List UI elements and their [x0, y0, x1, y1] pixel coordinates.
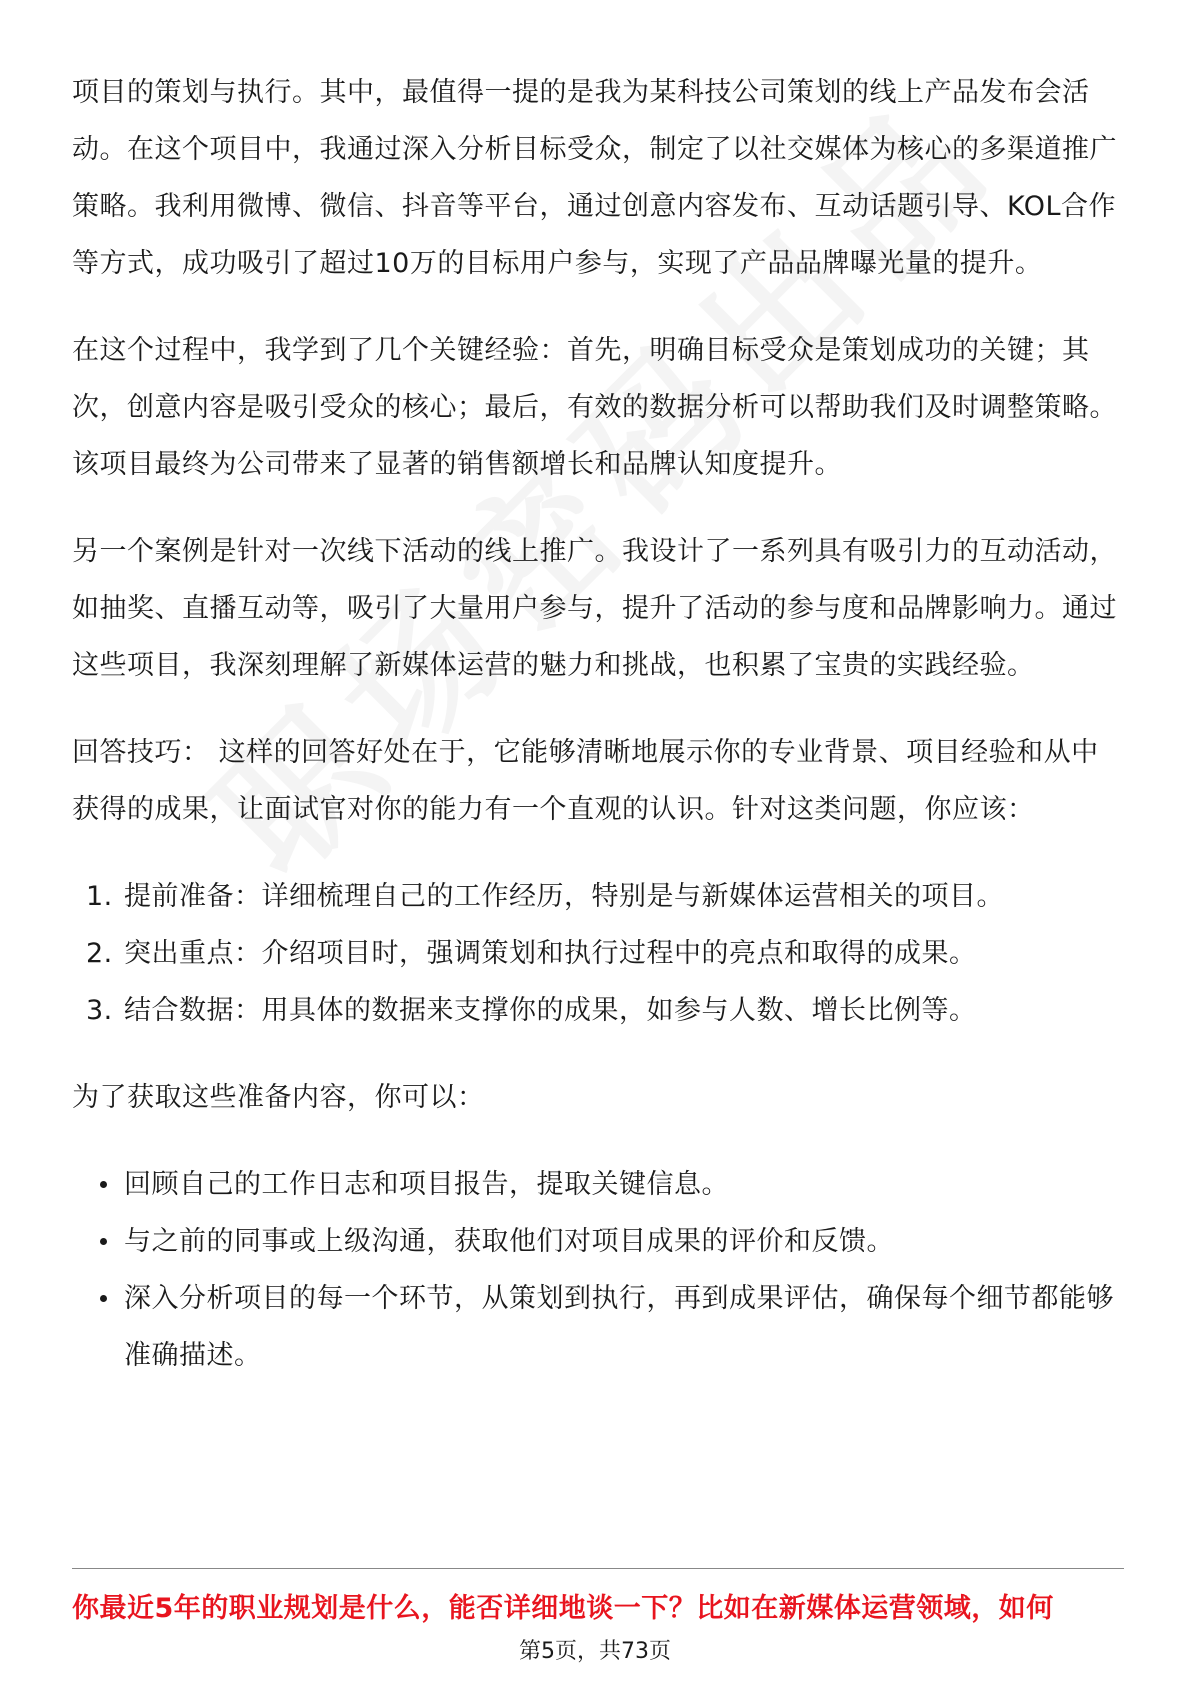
paragraph-prep-intro: 为了获取这些准备内容，你可以： — [72, 1082, 485, 1113]
list-item-text: 突出重点：介绍项目时，强调策划和执行过程中的亮点和取得的成果。 — [124, 938, 977, 969]
numbered-list — [72, 868, 1122, 1039]
list-number: 1. — [86, 881, 113, 912]
bullet-list — [72, 1156, 1122, 1384]
list-item-text: 深入分析项目的每一个环节，从策划到执行，再到成果评估，确保每个细节都能够准确描述。 — [124, 1283, 1114, 1371]
list-item-text: 与之前的同事或上级沟通，获取他们对项目成果的评价和反馈。 — [124, 1226, 894, 1257]
list-item — [72, 1213, 1122, 1270]
list-item — [72, 868, 1122, 925]
paragraph-answer-tips: 回答技巧： 这样的回答好处在于，它能够清晰地展示你的专业背景、项目经验和从中获得的成果，让面试官对你的能力有一个直观的认识。针对这类问题，你应该： — [72, 737, 1099, 825]
list-item — [72, 982, 1122, 1039]
bullet-icon — [100, 1238, 107, 1245]
list-item-text: 提前准备：详细梳理自己的工作经历，特别是与新媒体运营相关的项目。 — [124, 881, 1004, 912]
list-item — [72, 1270, 1122, 1384]
bullet-icon — [100, 1181, 107, 1188]
bullet-icon — [100, 1295, 107, 1302]
paragraph-lessons: 在这个过程中，我学到了几个关键经验：首先，明确目标受众是策划成功的关键；其次，创意内容是吸引受众的核心；最后，有效的数据分析可以帮助我们及时调整策略。该项目最终为公司带来了显著的销售额增长和品牌认知度提升。 — [72, 335, 1117, 480]
list-number: 3. — [86, 995, 113, 1026]
list-item-text: 结合数据：用具体的数据来支撑你的成果，如参与人数、增长比例等。 — [124, 995, 977, 1026]
page-number: 第5页，共73页 — [519, 1639, 671, 1664]
list-number: 2. — [86, 938, 113, 969]
document-body — [72, 64, 1122, 1414]
paragraph-project-intro: 项目的策划与执行。其中，最值得一提的是我为某科技公司策划的线上产品发布会活动。在这个项目中，我通过深入分析目标受众，制定了以社交媒体为核心的多渠道推广策略。我利用微博、微信、抖音等平台，通过创意内容发布、互动话题引导、KOL合作等方式，成功吸引了超过10万的目标用户参与，实现了产品品牌曝光量的提升。 — [72, 77, 1117, 279]
list-item — [72, 1156, 1122, 1213]
footer-divider — [72, 1568, 1124, 1569]
next-question-heading: 你最近5年的职业规划是什么，能否详细地谈一下？比如在新媒体运营领域，如何 — [72, 1593, 1054, 1624]
list-item — [72, 925, 1122, 982]
paragraph-second-case: 另一个案例是针对一次线下活动的线上推广。我设计了一系列具有吸引力的互动活动，如抽奖、直播互动等，吸引了大量用户参与，提升了活动的参与度和品牌影响力。通过这些项目，我深刻理解了新媒体运营的魅力和挑战，也积累了宝贵的实践经验。 — [72, 536, 1117, 681]
list-item-text: 回顾自己的工作日志和项目报告，提取关键信息。 — [124, 1169, 729, 1200]
